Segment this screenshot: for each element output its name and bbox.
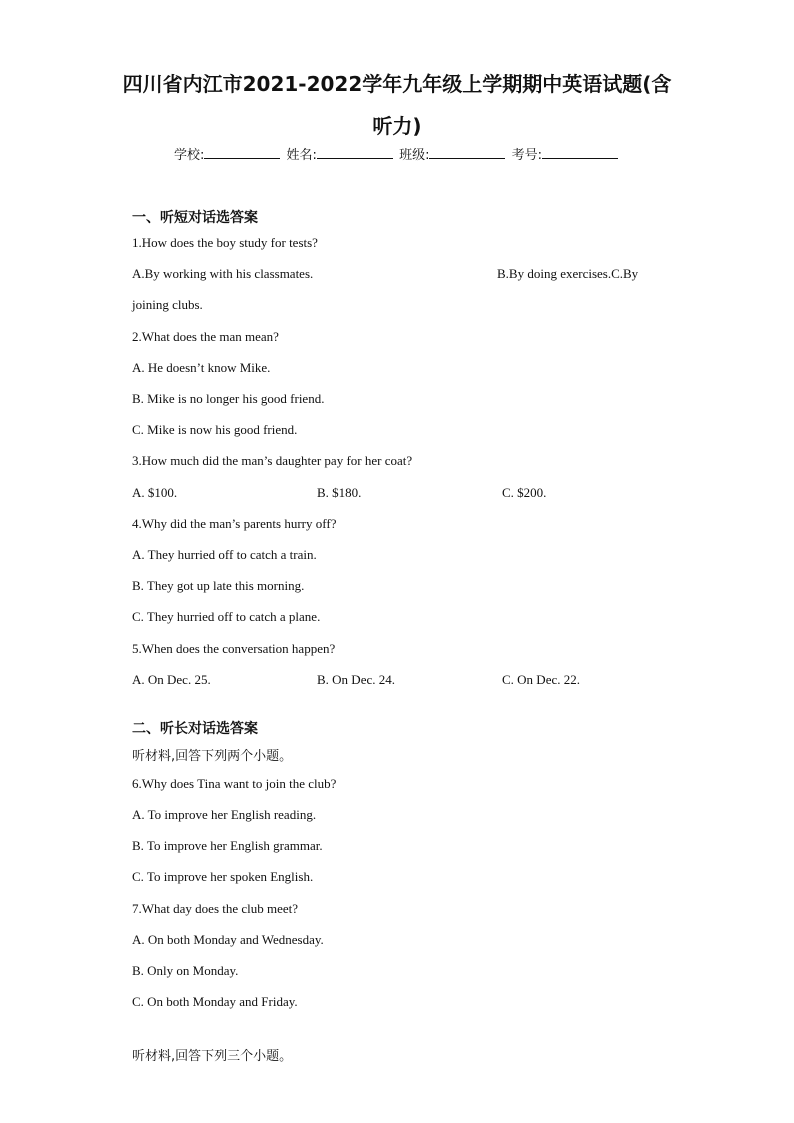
q7-option-c: C. On both Monday and Friday. xyxy=(132,994,298,1009)
student-info-row xyxy=(0,144,794,163)
q4-stem: 4.Why did the man’s parents hurry off? xyxy=(132,516,337,531)
q2-option-c: C. Mike is now his good friend. xyxy=(132,422,298,437)
section1-heading: 一、听短对话选答案 xyxy=(132,210,258,226)
q6-option-b: B. To improve her English grammar. xyxy=(132,838,323,853)
q6-option-c: C. To improve her spoken English. xyxy=(132,869,314,884)
q7-stem: 7.What day does the club meet? xyxy=(132,901,299,916)
q1-option-c-cont: joining clubs. xyxy=(132,297,203,312)
number-label: 考号: xyxy=(511,148,542,163)
name-label: 姓名: xyxy=(286,148,317,163)
number-blank[interactable] xyxy=(542,146,618,159)
q7-option-a: A. On both Monday and Wednesday. xyxy=(132,932,324,947)
name-blank[interactable] xyxy=(317,146,393,159)
q5-option-c: C. On Dec. 22. xyxy=(502,672,580,687)
q4-option-c: C. They hurried off to catch a plane. xyxy=(132,609,321,624)
q5-option-b: B. On Dec. 24. xyxy=(317,672,395,687)
q1-option-a: A.By working with his classmates. xyxy=(132,266,314,281)
q2-option-b: B. Mike is no longer his good friend. xyxy=(132,391,325,406)
q6-option-a: A. To improve her English reading. xyxy=(132,807,317,822)
school-label: 学校: xyxy=(174,148,205,163)
q7-option-b: B. Only on Monday. xyxy=(132,963,239,978)
q4-option-a: A. They hurried off to catch a train. xyxy=(132,547,317,562)
class-label: 班级: xyxy=(399,148,430,163)
section2-intro-2: 听材料,回答下列三个小题。 xyxy=(132,1049,293,1064)
exam-title-line2: 听力) xyxy=(372,114,422,138)
q1-option-b: B.By doing exercises.C.By xyxy=(497,266,639,281)
q1-stem: 1.How does the boy study for tests? xyxy=(132,235,318,250)
q4-option-b: B. They got up late this morning. xyxy=(132,578,305,593)
exam-title-line1: 四川省内江市2021-2022学年九年级上学期期中英语试题(含 xyxy=(122,72,672,96)
section2-intro-1: 听材料,回答下列两个小题。 xyxy=(132,749,293,764)
q3-option-a: A. $100. xyxy=(132,485,178,500)
q3-stem: 3.How much did the man’s daughter pay for her coat? xyxy=(132,453,413,468)
class-blank[interactable] xyxy=(429,146,505,159)
q2-stem: 2.What does the man mean? xyxy=(132,329,279,344)
q2-option-a: A. He doesn’t know Mike. xyxy=(132,360,271,375)
q5-option-a: A. On Dec. 25. xyxy=(132,672,211,687)
q5-stem: 5.When does the conversation happen? xyxy=(132,641,336,656)
section2-heading: 二、听长对话选答案 xyxy=(132,721,258,737)
school-blank[interactable] xyxy=(204,146,280,159)
q3-option-c: C. $200. xyxy=(502,485,547,500)
q6-stem: 6.Why does Tina want to join the club? xyxy=(132,776,337,791)
q3-option-b: B. $180. xyxy=(317,485,362,500)
